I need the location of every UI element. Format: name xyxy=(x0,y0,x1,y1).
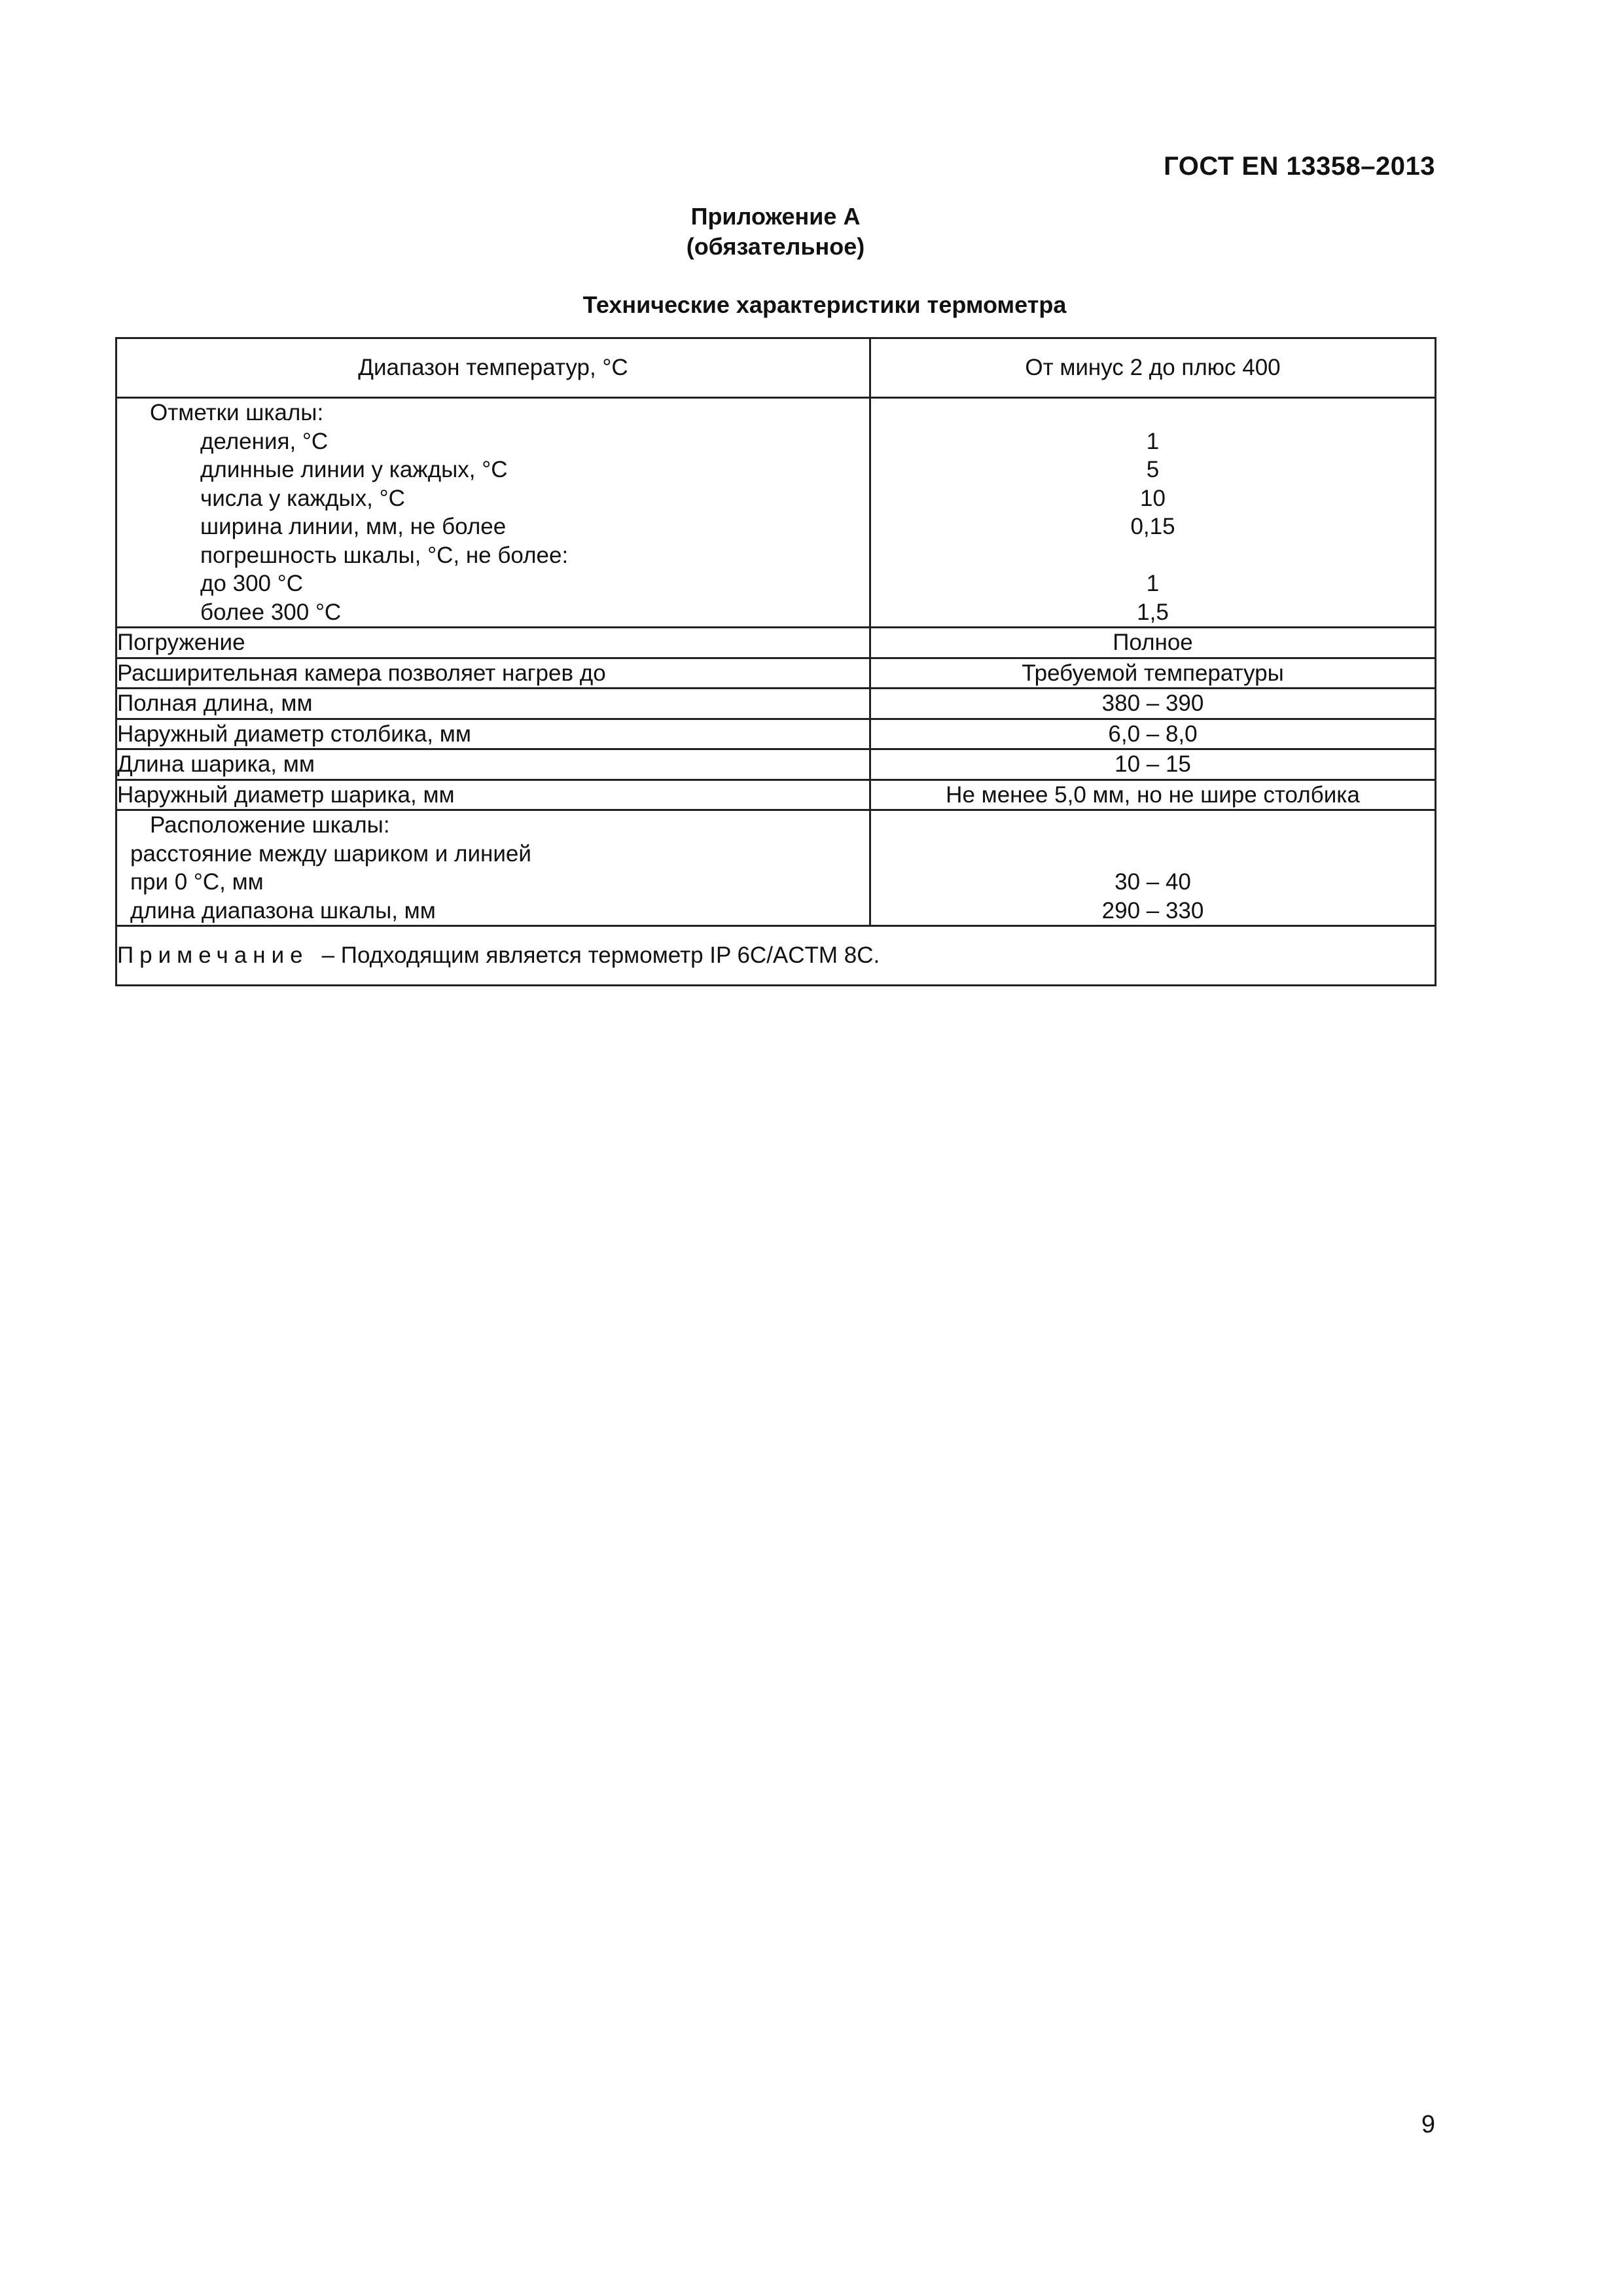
row-value: 10 – 15 xyxy=(870,749,1436,780)
temperature-range-value: От минус 2 до плюс 400 xyxy=(870,338,1436,398)
page-number: 9 xyxy=(1421,2111,1435,2138)
table-title: Технические характеристики термометра xyxy=(582,291,1067,318)
scale-mark-value: 10 xyxy=(1140,485,1166,511)
row-label: Длина шарика, мм xyxy=(116,749,870,780)
row-label: Наружный диаметр шарика, мм xyxy=(116,780,870,810)
scale-mark-value: 1 xyxy=(1146,428,1160,454)
row-value: 6,0 – 8,0 xyxy=(870,719,1436,749)
scale-mark-label: до 300 °C xyxy=(200,571,304,596)
specifications-table xyxy=(115,337,1436,986)
table-row xyxy=(116,338,1436,398)
temperature-range-label: Диапазон температур, °C xyxy=(116,338,870,398)
scale-position-value: 30 – 40 xyxy=(1115,869,1191,895)
standard-designation: ГОСТ EN 13358–2013 xyxy=(1164,152,1435,181)
scale-mark-label: более 300 °C xyxy=(200,599,342,625)
table-row xyxy=(116,689,1436,719)
table-row xyxy=(116,658,1436,689)
scale-mark-label: деления, °C xyxy=(200,428,329,454)
table-row xyxy=(116,749,1436,780)
table-row xyxy=(116,780,1436,810)
row-label: Погружение xyxy=(116,628,870,658)
scale-mark-value: 0,15 xyxy=(1130,514,1175,539)
table-row xyxy=(116,628,1436,658)
row-value: 380 – 390 xyxy=(870,689,1436,719)
row-label: Полная длина, мм xyxy=(116,689,870,719)
table-note-row xyxy=(116,926,1436,986)
table-row xyxy=(116,398,1436,628)
annex-title: Приложение А xyxy=(690,203,861,230)
row-label: Наружный диаметр столбика, мм xyxy=(116,719,870,749)
note-label: Примечание xyxy=(117,942,309,969)
scale-marks-heading: Отметки шкалы: xyxy=(150,400,324,425)
scale-mark-label: длинные линии у каждых, °C xyxy=(200,457,508,482)
row-value: Требуемой температуры xyxy=(870,658,1436,689)
scale-position-heading: Расположение шкалы: xyxy=(150,812,390,838)
annex-heading xyxy=(0,202,1551,262)
scale-mark-value: 5 xyxy=(1146,457,1160,482)
scale-position-label: длина диапазона шкалы, мм xyxy=(130,897,436,924)
table-row xyxy=(116,810,1436,926)
scale-position-label: при 0 °C, мм xyxy=(130,869,264,895)
table-row xyxy=(116,719,1436,749)
scale-position-value: 290 – 330 xyxy=(1101,897,1204,924)
scale-mark-label: ширина линии, мм, не более xyxy=(200,514,507,539)
scale-mark-value: 1 xyxy=(1146,571,1160,596)
scale-mark-label: числа у каждых, °C xyxy=(200,485,405,511)
annex-status: (обязательное) xyxy=(686,233,865,260)
scale-mark-value xyxy=(871,541,1435,570)
scale-position-label: расстояние между шариком и линией xyxy=(130,840,531,867)
row-label: Расширительная камера позволяет нагрев до xyxy=(116,658,870,689)
row-value: Не менее 5,0 мм, но не шире столбика xyxy=(870,780,1436,810)
row-value: Полное xyxy=(870,628,1436,658)
scale-mark-label: погрешность шкалы, °C, не более: xyxy=(200,542,569,568)
note-text: – Подходящим является термометр IP 6C/ACTM 8C. xyxy=(321,942,880,969)
scale-mark-value: 1,5 xyxy=(1137,599,1169,625)
